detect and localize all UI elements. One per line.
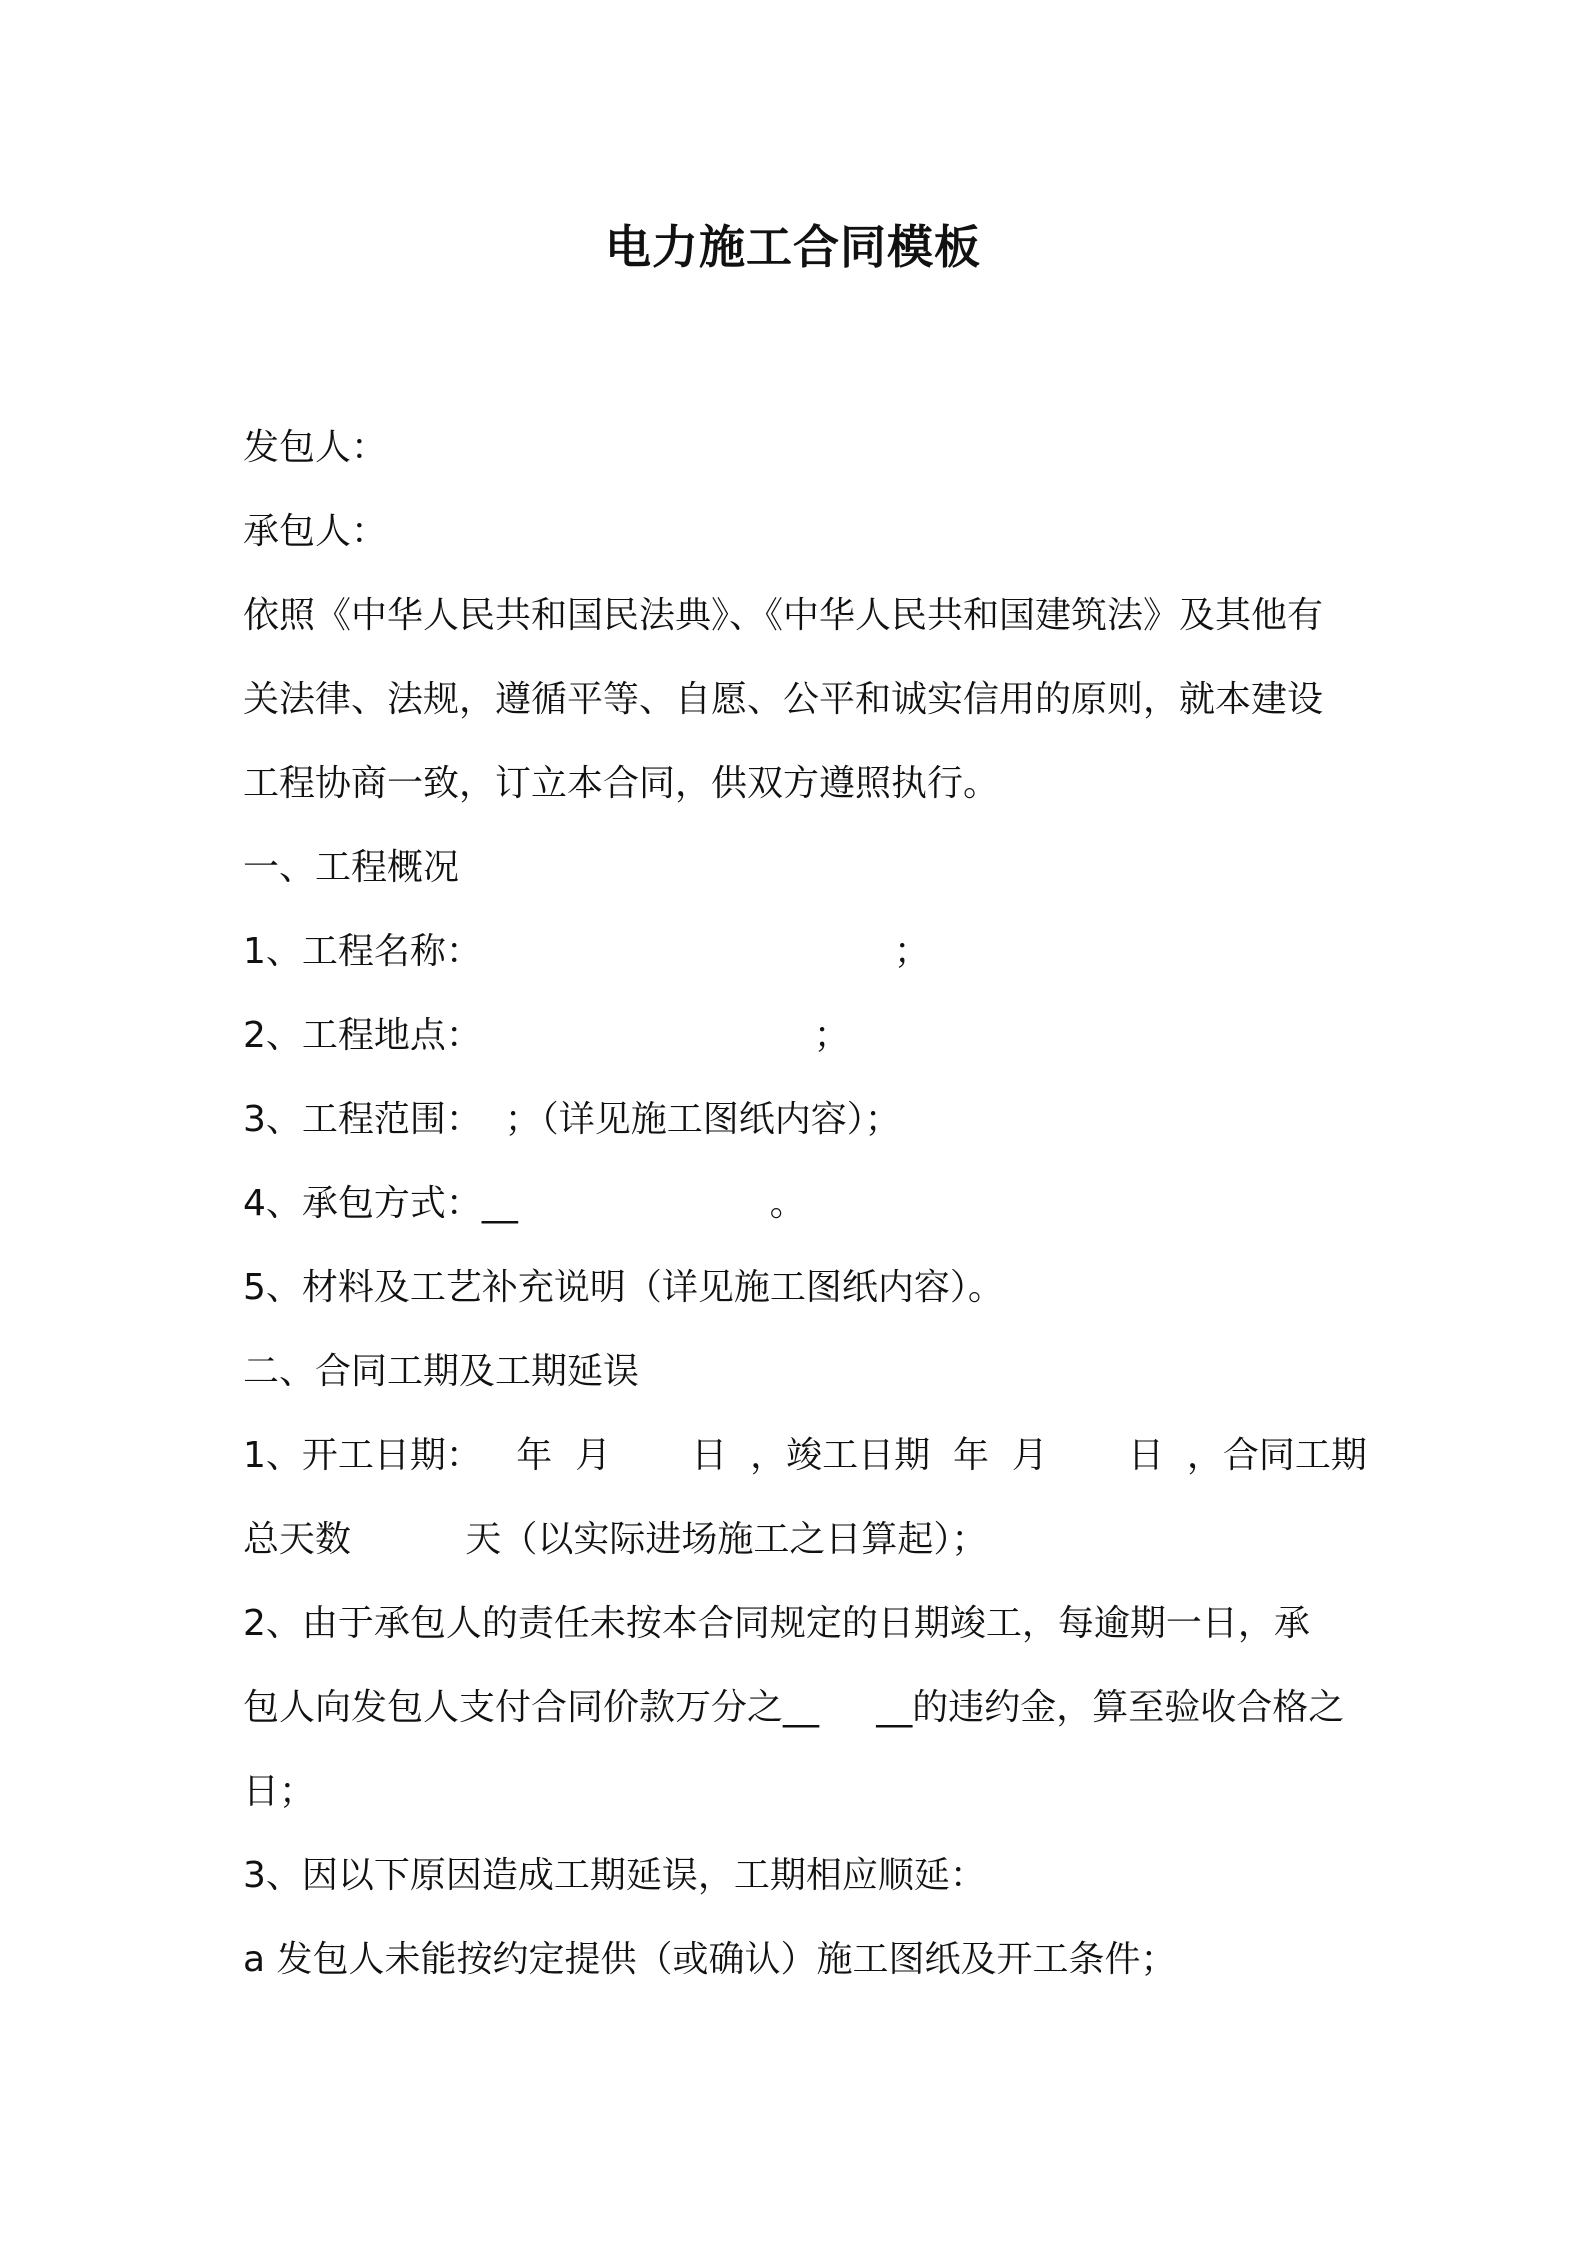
schedule-dates-line: 1、开工日期： 年 月 日 ，竣工日期 年 月 日 ，合同工期 [243,1435,1367,1476]
schedule-total-days-line: 总天数 天（以实际进场施工之日算起）； [243,1519,988,1560]
preamble-line-3: 工程协商一致，订立本合同，供双方遵照执行。 [243,763,1000,804]
preamble-line-1: 依照《中华人民共和国民法典》、《中华人民共和国建筑法》及其他有 [243,595,1324,636]
delay-penalty-line-3: 日； [243,1771,316,1812]
document-body [243,406,1367,2002]
delay-penalty-line-2: 包人向发包人支付合同价款万分之__ __的违约金，算至验收合格之 [243,1687,1345,1728]
section-heading-schedule: 二、合同工期及工期延误 [243,1351,640,1392]
section-heading-project-overview: 一、工程概况 [243,847,460,888]
delay-extension-line: 3、因以下原因造成工期延误，工期相应顺延： [243,1855,986,1896]
document-title: 电力施工合同模板 [605,220,981,274]
delay-reason-a-line: a 发包人未能按约定提供（或确认）施工图纸及开工条件； [243,1939,1177,1980]
preamble-line-2: 关法律、法规，遵循平等、自愿、公平和诚实信用的原则，就本建设 [243,679,1324,720]
party-a-line: 发包人： [243,427,388,468]
materials-note-line: 5、材料及工艺补充说明（详见施工图纸内容）。 [243,1267,1004,1308]
delay-penalty-line-1: 2、由于承包人的责任未按本合同规定的日期竣工，每逾期一日，承 [243,1603,1310,1644]
project-location-line: 2、工程地点： ； [243,1015,850,1056]
project-scope-line: 3、工程范围： ；（详见施工图纸内容）； [243,1099,901,1140]
party-b-line: 承包人： [243,511,388,552]
contract-method-line: 4、承包方式：__ 。 [243,1183,806,1224]
project-name-line: 1、工程名称： ； [243,931,930,972]
